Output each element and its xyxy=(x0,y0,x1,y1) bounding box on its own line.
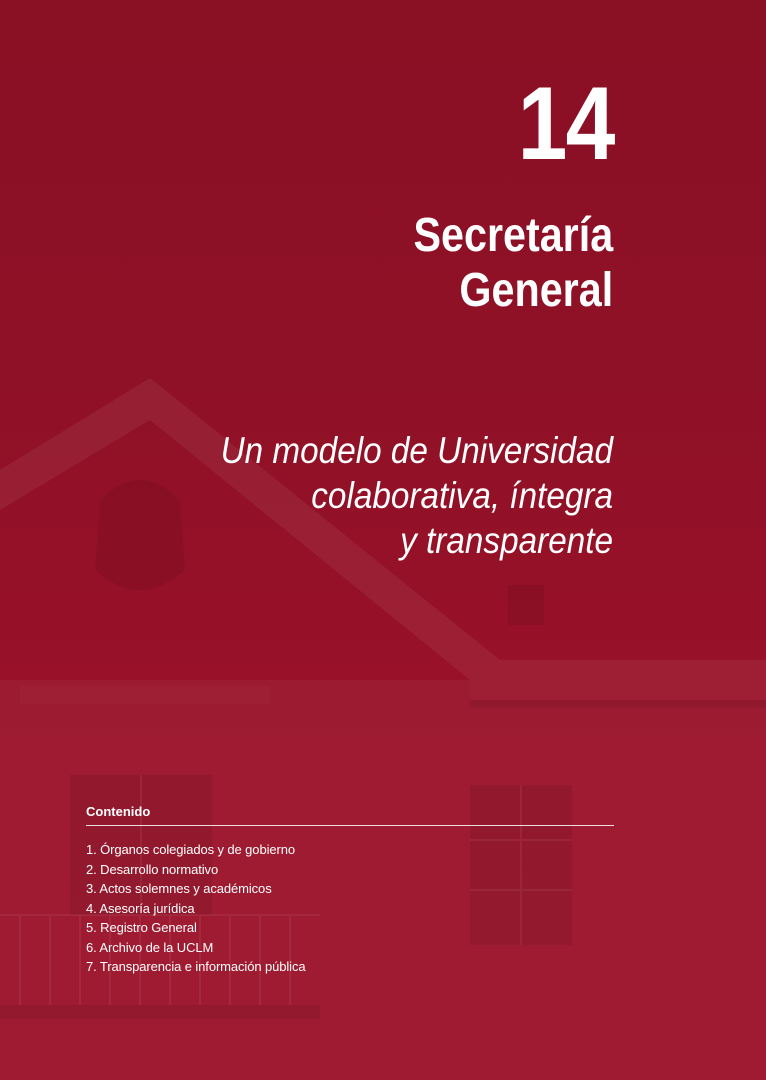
chapter-subtitle-line: colaborativa, íntegra xyxy=(311,475,613,516)
chapter-subtitle-line: y transparente xyxy=(400,520,613,561)
chapter-subtitle xyxy=(221,428,613,563)
contents-item: 4. Asesoría jurídica xyxy=(86,900,195,916)
contents-item: 3. Actos solemnes y académicos xyxy=(86,881,272,896)
contents-item: 5. Registro General xyxy=(86,920,197,935)
contents-item: 7. Transparencia e información pública xyxy=(86,959,306,974)
contents-item: 6. Archivo de la UCLM xyxy=(86,939,214,955)
table-of-contents xyxy=(86,804,614,977)
contents-item: 2. Desarrollo normativo xyxy=(86,861,219,877)
chapter-title-line: Secretaría xyxy=(413,209,613,262)
contents-list xyxy=(86,840,614,977)
contents-item: 1. Órganos colegiados y de gobierno xyxy=(86,842,295,857)
chapter-title xyxy=(413,208,613,318)
contents-heading: Contenido xyxy=(86,804,614,826)
chapter-number: 14 xyxy=(517,66,614,182)
chapter-title-line: General xyxy=(459,264,613,317)
chapter-subtitle-line: Un modelo de Universidad xyxy=(220,430,613,471)
